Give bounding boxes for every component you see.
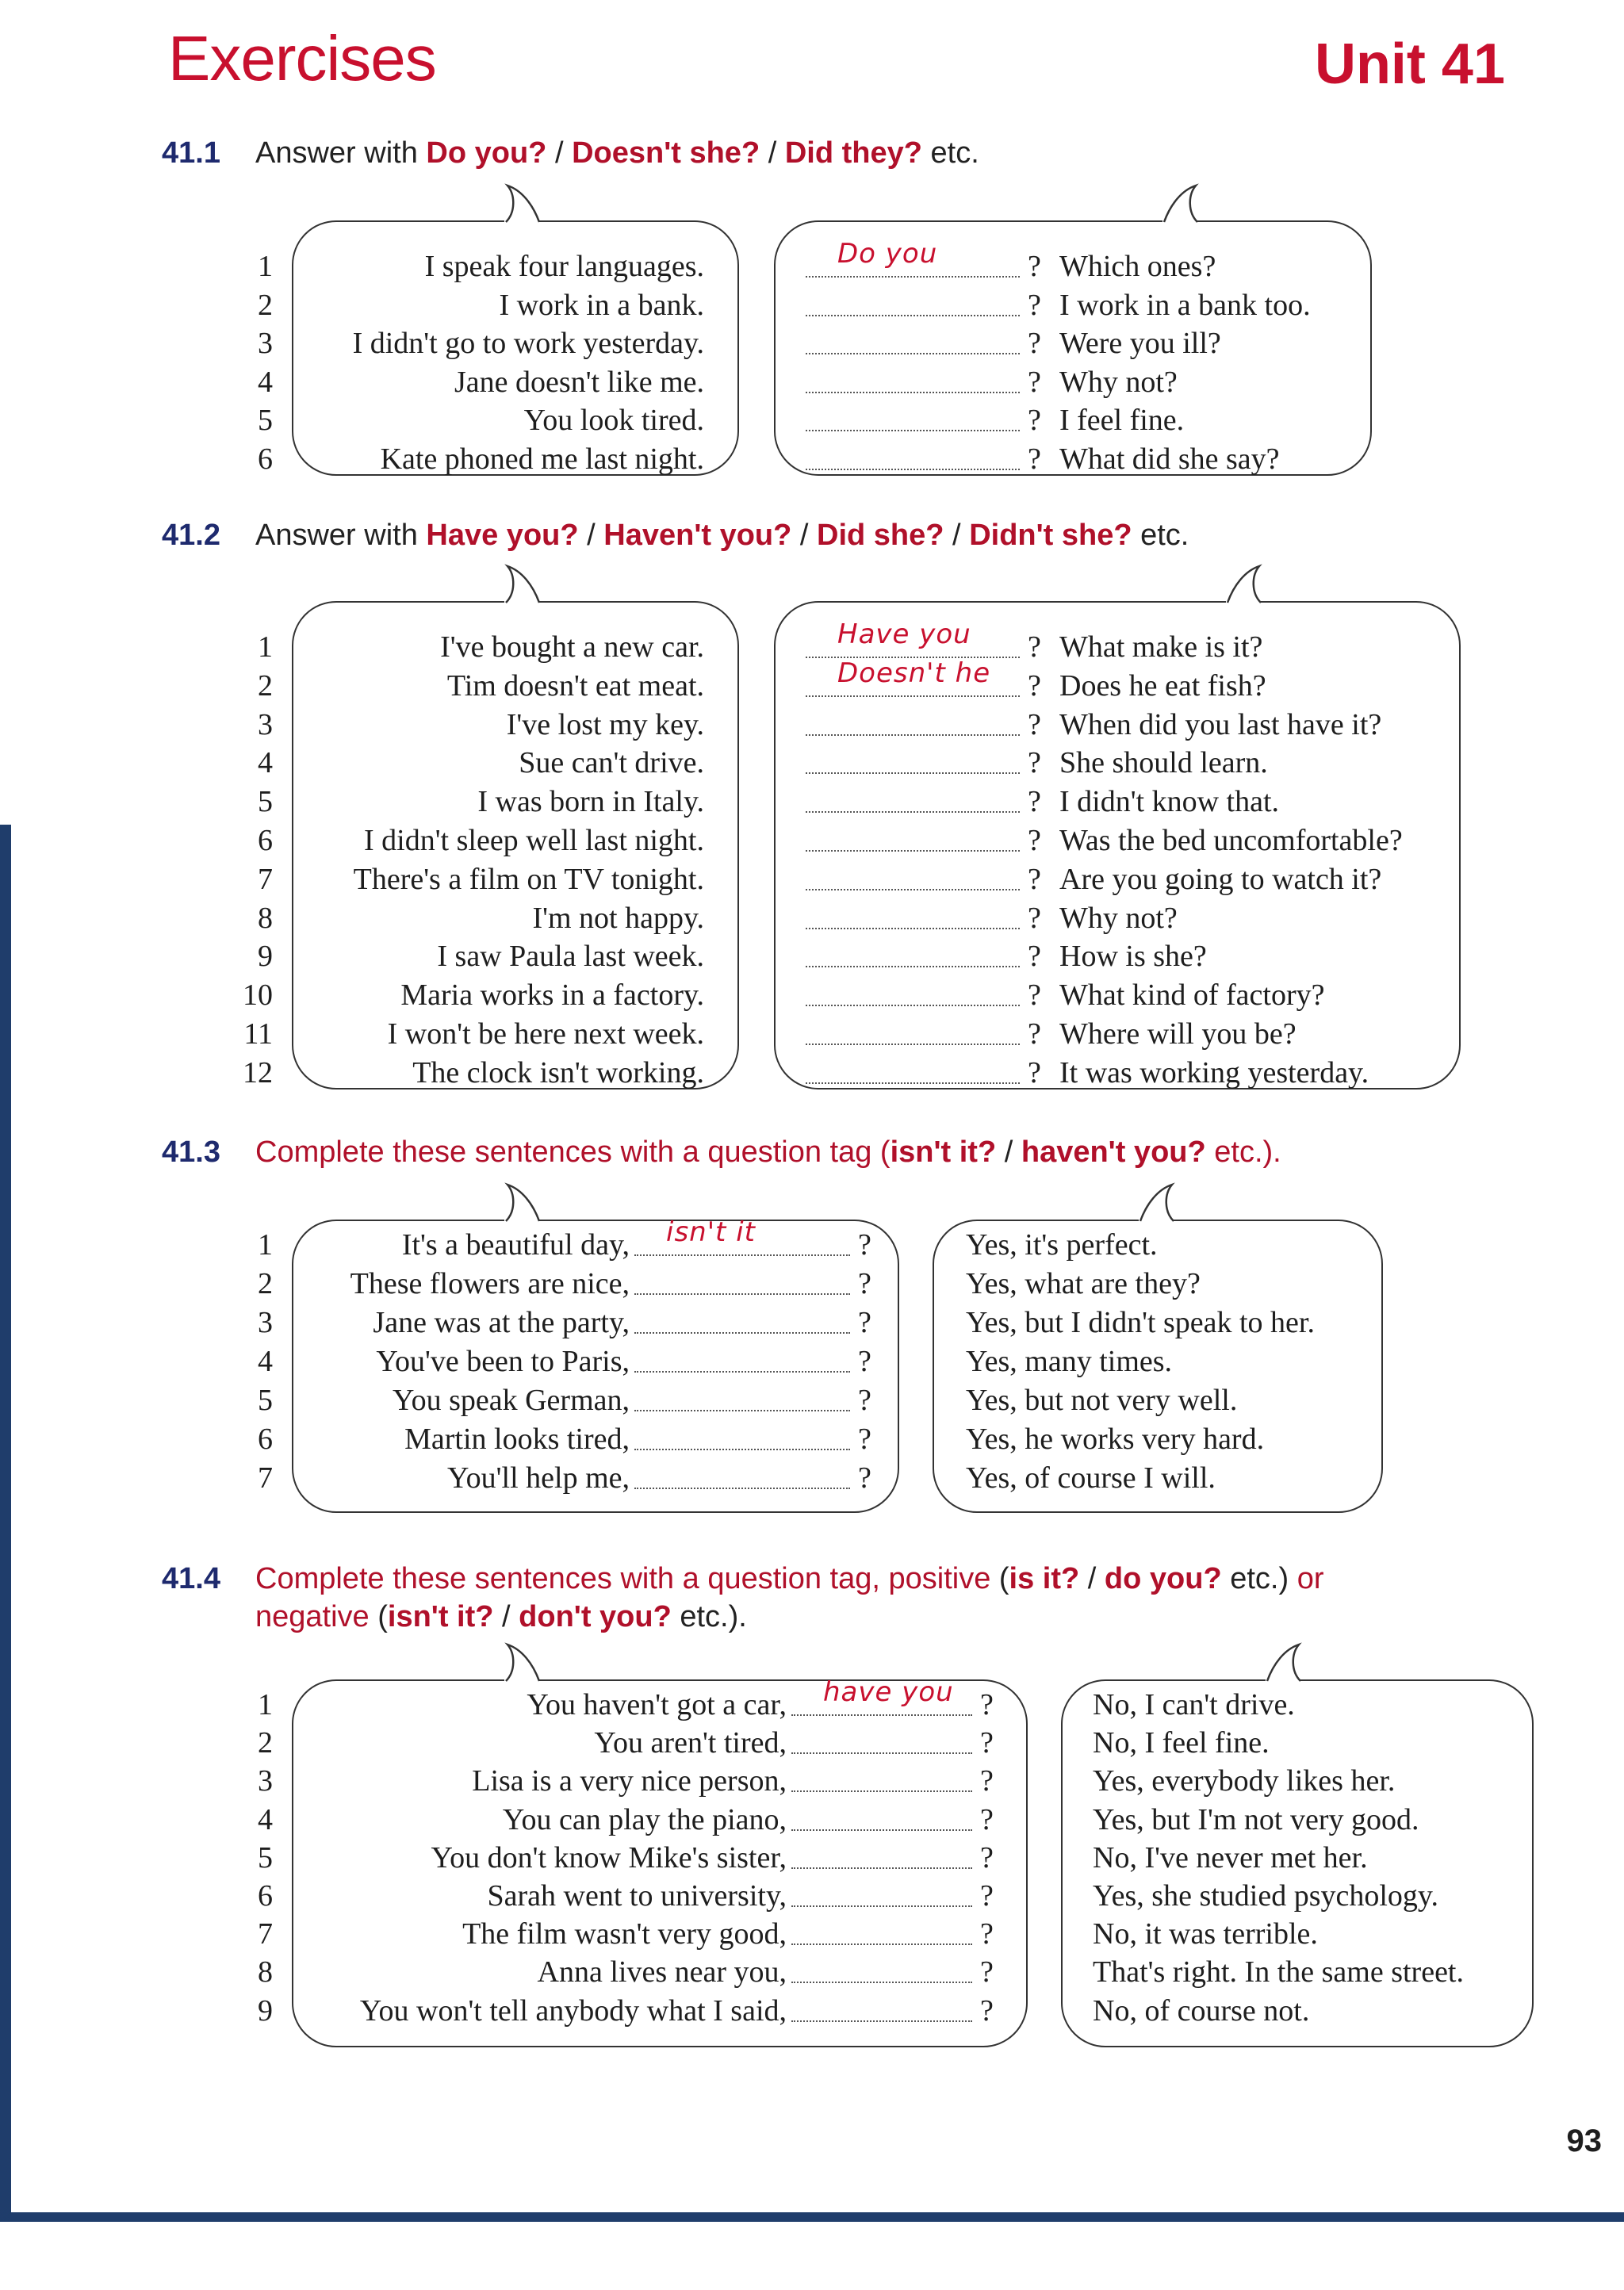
answer-field[interactable]	[806, 901, 1020, 939]
item-number: 3	[258, 1306, 273, 1339]
item-number: 3	[258, 1764, 273, 1798]
question-mark: ?	[980, 1688, 994, 1721]
question-mark: ?	[980, 1917, 994, 1951]
statement-text: I was born in Italy.	[477, 785, 704, 819]
answer-field[interactable]	[634, 1266, 850, 1304]
answer-field[interactable]	[806, 1017, 1020, 1055]
exercise-number: 41.1	[162, 136, 220, 170]
answer-field[interactable]	[806, 1055, 1020, 1093]
item-number: 6	[258, 1423, 273, 1456]
item-number: 4	[258, 1345, 273, 1378]
speech-tail	[501, 565, 557, 612]
answer-field[interactable]	[791, 1676, 972, 1725]
reply-text: Were you ill?	[1059, 327, 1221, 361]
question-mark: ?	[858, 1384, 871, 1417]
statement-text: You won't tell anybody what I said,	[359, 1993, 787, 2028]
statement-text: You've been to Paris,	[376, 1345, 630, 1378]
answer-field[interactable]	[806, 823, 1020, 861]
statement-text: There's a film on TV tonight.	[353, 862, 704, 896]
question-mark: ?	[858, 1461, 871, 1495]
statement-text: Maria works in a factory.	[400, 978, 704, 1013]
reply-text: What did she say?	[1059, 442, 1280, 476]
answer-field[interactable]	[791, 1725, 972, 1763]
answer-field[interactable]	[634, 1305, 850, 1343]
reply-text: How is she?	[1059, 940, 1207, 974]
item-number: 9	[258, 940, 273, 974]
statement-text: You aren't tired,	[594, 1726, 787, 1760]
statement-text: I speak four languages.	[424, 250, 704, 283]
statement-text: Jane doesn't like me.	[454, 365, 704, 399]
item-number: 9	[258, 1993, 273, 2028]
reply-text: I work in a bank too.	[1059, 288, 1311, 322]
statement-text: Sarah went to university,	[487, 1879, 787, 1913]
answer-field[interactable]	[791, 1878, 972, 1917]
statement-text: I didn't sleep well last night.	[363, 824, 704, 857]
answer-field[interactable]	[634, 1383, 850, 1421]
answer-field[interactable]	[806, 745, 1020, 783]
answer-field[interactable]	[806, 939, 1020, 977]
question-mark: ?	[858, 1228, 871, 1262]
question-mark: ?	[858, 1345, 871, 1378]
reply-text: Yes, of course I will.	[966, 1461, 1216, 1495]
statement-text: Kate phoned me last night.	[380, 442, 704, 476]
reply-text: It was working yesterday.	[1059, 1055, 1369, 1089]
reply-text: Yes, it's perfect.	[966, 1228, 1158, 1262]
item-number: 5	[258, 1384, 273, 1417]
statement-text: I saw Paula last week.	[437, 940, 704, 974]
statement-text: Anna lives near you,	[537, 1955, 787, 1989]
question-mark: ?	[1028, 630, 1041, 664]
statement-text: You haven't got a car,	[527, 1688, 787, 1721]
answer-field[interactable]	[791, 1993, 972, 2032]
reply-text: That's right. In the same street.	[1093, 1955, 1464, 1989]
item-number: 12	[243, 1055, 273, 1089]
question-mark: ?	[980, 1993, 994, 2028]
answer-field[interactable]	[806, 707, 1020, 745]
question-mark: ?	[980, 1764, 994, 1798]
question-mark: ?	[1028, 288, 1041, 322]
answer-field[interactable]	[791, 1955, 972, 1993]
item-number: 6	[258, 824, 273, 857]
item-number: 4	[258, 365, 273, 399]
statement-text: The clock isn't working.	[412, 1055, 704, 1089]
answer-field[interactable]	[806, 862, 1020, 900]
exercise-41-4-heading: 41.4 Complete these sentences with a question tag, positive (is it? / do you? etc.) or	[162, 1562, 1324, 1595]
question-mark: ?	[1028, 824, 1041, 857]
question-mark: ?	[1028, 746, 1041, 780]
statement-text: I've lost my key.	[506, 707, 704, 741]
statement-text: Sue can't drive.	[519, 746, 704, 780]
left-edge-bar	[0, 825, 11, 2220]
speech-tail	[501, 1643, 557, 1691]
question-mark: ?	[1028, 707, 1041, 741]
question-mark: ?	[1028, 1055, 1041, 1089]
reply-text: She should learn.	[1059, 746, 1268, 780]
reply-text: Where will you be?	[1059, 1017, 1297, 1051]
reply-text: No, I feel fine.	[1093, 1726, 1270, 1760]
question-mark: ?	[1028, 901, 1041, 935]
question-mark: ?	[1028, 940, 1041, 974]
reply-text: Why not?	[1059, 901, 1178, 935]
reply-text: Was the bed uncomfortable?	[1059, 824, 1403, 857]
item-number: 1	[258, 1228, 273, 1262]
answer-field[interactable]	[806, 403, 1020, 441]
item-number: 8	[258, 1955, 273, 1989]
reply-text: What make is it?	[1059, 630, 1263, 664]
statement-text: You look tired.	[523, 404, 704, 438]
question-mark: ?	[1028, 668, 1041, 703]
reply-text: No, it was terrible.	[1093, 1917, 1318, 1951]
item-number: 2	[258, 1267, 273, 1300]
answer-field[interactable]	[806, 365, 1020, 403]
page-title: Exercises	[168, 23, 436, 94]
item-number: 4	[258, 1802, 273, 1836]
statement-text: I didn't go to work yesterday.	[352, 327, 704, 361]
question-mark: ?	[980, 1840, 994, 1875]
speech-tail	[1136, 1183, 1191, 1231]
reply-text: What kind of factory?	[1059, 978, 1325, 1013]
reply-text: Yes, he works very hard.	[966, 1423, 1265, 1456]
question-mark: ?	[1028, 785, 1041, 819]
statement-text: You don't know Mike's sister,	[431, 1840, 787, 1875]
reply-text: Why not?	[1059, 365, 1178, 399]
answer-field[interactable]	[806, 978, 1020, 1016]
question-mark: ?	[858, 1423, 871, 1456]
statement-text: It's a beautiful day,	[401, 1228, 630, 1262]
item-number: 6	[258, 1879, 273, 1913]
statement-text: Lisa is a very nice person,	[472, 1764, 787, 1798]
answer-field[interactable]	[806, 657, 1020, 707]
question-mark: ?	[1028, 862, 1041, 896]
answer-field[interactable]	[634, 1422, 850, 1460]
question-mark: ?	[858, 1306, 871, 1339]
item-number: 5	[258, 404, 273, 438]
question-mark: ?	[1028, 1017, 1041, 1051]
exercise-41-3-heading: 41.3 Complete these sentences with a question tag (isn't it? / haven't you? etc.).	[162, 1135, 1281, 1169]
answer-field[interactable]	[634, 1216, 850, 1266]
answer-field[interactable]	[791, 1917, 972, 1955]
reply-text: No, I've never met her.	[1093, 1840, 1368, 1875]
item-number: 6	[258, 442, 273, 476]
unit-label: Unit 41	[1314, 33, 1505, 96]
reply-text: No, of course not.	[1093, 1993, 1310, 2028]
answer-handwriting: isn't it	[666, 1216, 756, 1248]
bottom-rule	[0, 2212, 1624, 2222]
speech-tail	[1262, 1643, 1318, 1691]
reply-text: Are you going to watch it?	[1059, 862, 1382, 896]
exercise-41-2-heading: 41.2 Answer with Have you? / Haven't you? / Did she? / Didn't she? etc.	[162, 519, 1189, 552]
item-number: 2	[258, 668, 273, 703]
item-number: 11	[243, 1017, 273, 1051]
reply-text: Yes, many times.	[966, 1345, 1173, 1378]
reply-text: Yes, but not very well.	[966, 1384, 1238, 1417]
item-number: 10	[243, 978, 273, 1013]
reply-text: Yes, but I'm not very good.	[1093, 1802, 1419, 1836]
item-number: 2	[258, 288, 273, 322]
question-mark: ?	[1028, 404, 1041, 438]
question-mark: ?	[1028, 978, 1041, 1013]
statement-text: I work in a bank.	[499, 288, 704, 322]
statement-text: Martin looks tired,	[404, 1423, 630, 1456]
question-mark: ?	[980, 1879, 994, 1913]
reply-text: No, I can't drive.	[1093, 1688, 1295, 1721]
item-number: 1	[258, 1688, 273, 1721]
item-number: 5	[258, 1840, 273, 1875]
answer-field[interactable]	[791, 1763, 972, 1802]
statement-text: You speak German,	[392, 1384, 630, 1417]
answer-handwriting: Doesn't he	[837, 657, 991, 689]
question-mark: ?	[1028, 442, 1041, 476]
speech-tail	[501, 1183, 557, 1231]
reply-text: Yes, what are they?	[966, 1267, 1201, 1300]
statement-text: You'll help me,	[447, 1461, 630, 1495]
item-number: 7	[258, 862, 273, 896]
item-number: 1	[258, 250, 273, 283]
question-mark: ?	[1028, 365, 1041, 399]
answer-handwriting: Do you	[837, 238, 938, 270]
item-number: 3	[258, 707, 273, 741]
question-mark: ?	[1028, 327, 1041, 361]
answer-field[interactable]	[806, 784, 1020, 822]
reply-text: Yes, but I didn't speak to her.	[966, 1306, 1315, 1339]
page-number: 93	[1566, 2123, 1602, 2158]
item-number: 8	[258, 901, 273, 935]
statement-text: I won't be here next week.	[387, 1017, 704, 1051]
answer-handwriting: Have you	[837, 618, 971, 650]
question-mark: ?	[980, 1726, 994, 1760]
question-mark: ?	[858, 1267, 871, 1300]
question-mark: ?	[980, 1802, 994, 1836]
statement-text: Tim doesn't eat meat.	[446, 668, 704, 703]
speech-tail	[1223, 565, 1278, 612]
reply-text: Does he eat fish?	[1059, 668, 1266, 703]
speech-tail	[1159, 184, 1215, 232]
reply-text: I feel fine.	[1059, 404, 1185, 438]
item-number: 7	[258, 1461, 273, 1495]
item-number: 7	[258, 1917, 273, 1951]
answer-field[interactable]	[634, 1461, 850, 1499]
item-number: 5	[258, 785, 273, 819]
reply-text: I didn't know that.	[1059, 785, 1280, 819]
question-mark: ?	[1028, 250, 1041, 283]
answer-handwriting: have you	[823, 1676, 954, 1708]
question-mark: ?	[980, 1955, 994, 1989]
statement-text: You can play the piano,	[502, 1802, 787, 1836]
statement-text: Jane was at the party,	[373, 1306, 630, 1339]
reply-text: Which ones?	[1059, 250, 1216, 283]
answer-field[interactable]	[791, 1802, 972, 1840]
statement-text: These flowers are nice,	[350, 1267, 630, 1300]
reply-text: Yes, she studied psychology.	[1093, 1879, 1438, 1913]
exercise-41-4-heading-line2: negative (isn't it? / don't you? etc.).	[255, 1600, 747, 1633]
answer-field[interactable]	[634, 1344, 850, 1382]
statement-text: I've bought a new car.	[440, 630, 704, 664]
statement-text: The film wasn't very good,	[462, 1917, 787, 1951]
answer-field[interactable]	[806, 326, 1020, 364]
exercise-41-1-heading: 41.1 Answer with Do you? / Doesn't she? / Did they? etc.	[162, 136, 979, 170]
reply-text: Yes, everybody likes her.	[1093, 1764, 1396, 1798]
item-number: 3	[258, 327, 273, 361]
speech-tail	[501, 184, 557, 232]
item-number: 1	[258, 630, 273, 664]
answer-field[interactable]	[791, 1840, 972, 1878]
statement-text: I'm not happy.	[532, 901, 704, 935]
answer-field[interactable]	[806, 288, 1020, 326]
answer-field[interactable]	[806, 442, 1020, 480]
item-number: 2	[258, 1726, 273, 1760]
answer-field[interactable]	[806, 238, 1020, 287]
item-number: 4	[258, 746, 273, 780]
reply-text: When did you last have it?	[1059, 707, 1382, 741]
